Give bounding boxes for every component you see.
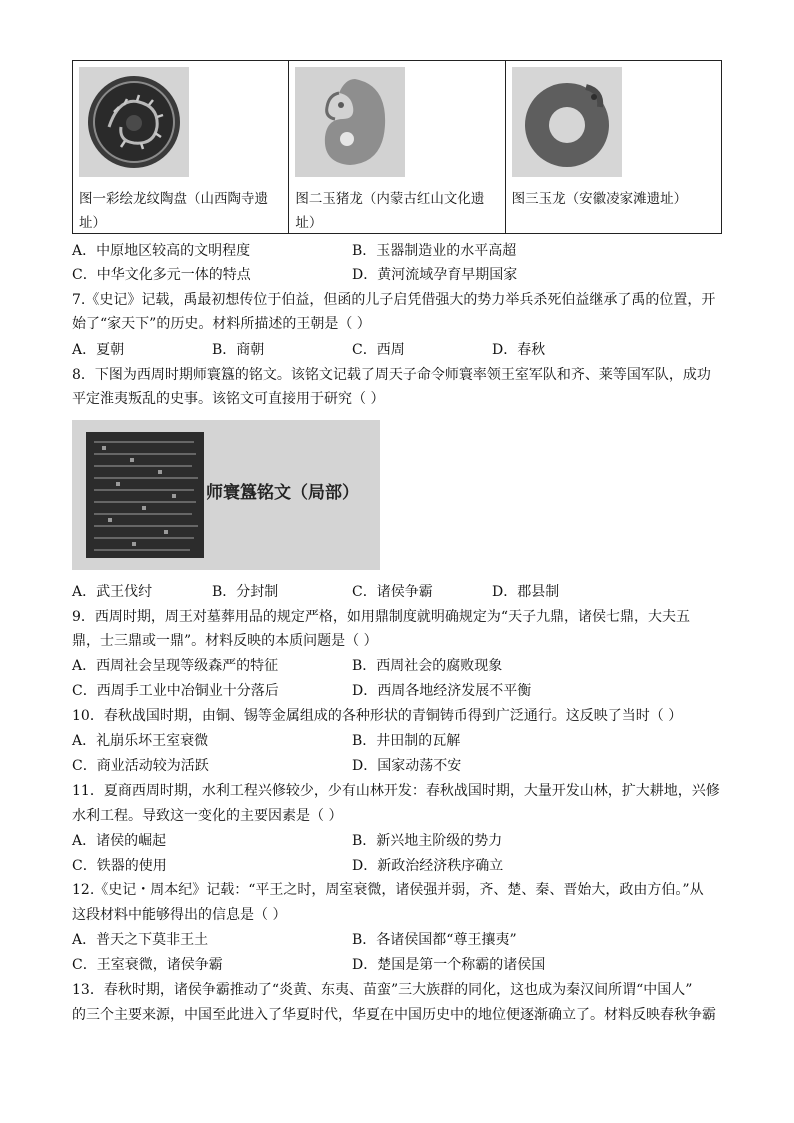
figure-caption-1: 图一彩绘龙纹陶盘（山西陶寺遗址） [79,191,268,231]
q11-stem-line-2: 水利工程。导致这一变化的主要因素是（ ） [72,808,343,824]
figure-cell-3 [505,61,721,234]
q11-option-c: C．铁器的使用 [72,858,167,874]
q10-option-c: C．商业活动较为活跃 [72,758,209,774]
q6-option-c: C．中华文化多元一体的特点 [72,267,251,283]
figure-table [72,60,722,234]
q12-option-d: D．楚国是第一个称霸的诸侯国 [352,957,546,973]
q10-option-b: B．井田制的瓦解 [352,733,461,749]
q7-option-b: B．商朝 [212,342,265,358]
q8-stem-line-1: 8．下图为西周时期师寰簋的铭文。该铭文记载了周天子命令师寰率领王室军队和齐、莱等国军队，成功 [72,367,711,383]
inscription-image [72,420,380,570]
figure-caption-3: 图三玉龙（安徽凌家滩遗址） [511,191,688,207]
q6-option-d: D．黄河流域孕育早期国家 [352,267,518,283]
q7-stem-line-2: 始了“家天下”的历史。材料所描述的王朝是（ ） [72,316,371,332]
q10-stem-line-1: 10．春秋战国时期，由铜、锡等金属组成的各种形状的青铜铸币得到广泛通行。这反映了当时（ ） [72,708,683,724]
figure-caption-2: 图二玉猪龙（内蒙古红山文化遗址） [295,191,485,231]
q9-option-a: A．西周社会呈现等级森严的特征 [72,658,279,674]
q12-option-a: A．普天之下莫非王土 [72,932,209,948]
q7-option-c: C．西周 [352,342,405,358]
painted-dragon-plate-image [79,67,189,177]
q7-option-a: A．夏朝 [72,342,125,358]
q12-option-b: B．各诸侯国都“尊王攘夷” [352,932,517,948]
jade-pig-dragon-image [295,67,405,177]
q10-option-d: D．国家动荡不安 [352,758,462,774]
q11-option-b: B．新兴地主阶级的势力 [352,833,503,849]
q6-option-a: A．中原地区较高的文明程度 [72,243,251,259]
q13-stem-line-2: 的三个主要来源，中国至此进入了华夏时代，华夏在中国历史中的地位便逐渐确立了。材料反映春秋争霸 [72,1007,716,1023]
q8-option-b: B．分封制 [212,584,279,600]
q11-stem-line-1: 11．夏商西周时期，水利工程兴修较少，少有山林开发：春秋战国时期，大量开发山林，扩大耕地，兴修 [72,783,720,799]
q8-option-d: D．郡县制 [492,584,560,600]
q7-option-d: D．春秋 [492,342,546,358]
q12-option-c: C．王室衰微，诸侯争霸 [72,957,223,973]
q9-option-b: B．西周社会的腐败现象 [352,658,503,674]
q9-option-c: C．西周手工业中冶铜业十分落后 [72,683,279,699]
q7-stem-line-1: 7.《史记》记载，禹最初想传位于伯益，但函的儿子启凭借强大的势力举兵杀死伯益继承了禹的位置，开 [72,292,716,308]
q9-option-d: D．西周各地经济发展不平衡 [352,683,532,699]
q10-option-a: A．礼崩乐坏王室衰微 [72,733,209,749]
inscription-label: 师寰簋铭文（局部） [206,483,359,503]
q12-stem-line-2: 这段材料中能够得出的信息是（ ） [72,907,287,923]
q12-stem-line-1: 12.《史记・周本纪》记载：“平王之时，周室衰微，诸侯强并弱，齐、楚、秦、晋始大，政由方伯。”从 [72,882,704,898]
figure-cell-2 [289,61,505,234]
q8-stem-line-2: 平定淮夷叛乱的史事。该铭文可直接用于研究（ ） [72,391,385,407]
q6-option-b: B．玉器制造业的水平高超 [352,243,517,259]
q11-option-a: A．诸侯的崛起 [72,833,167,849]
q13-stem-line-1: 13．春秋时期，诸侯争霸推动了“炎黄、东夷、苗蛮”三大族群的同化，这也成为秦汉间所谓“中国人” [72,982,693,998]
q8-option-a: A．武王伐纣 [72,584,153,600]
figure-cell-1 [73,61,289,234]
q9-stem-line-1: 9．西周时期，周王对墓葬用品的规定严格，如用鼎制度就明确规定为“天子九鼎，诸侯七鼎，大夫五 [72,609,691,625]
q9-stem-line-2: 鼎，士三鼎或一鼎”。材料反映的本质问题是（ ） [72,633,378,649]
q8-option-c: C．诸侯争霸 [352,584,433,600]
q11-option-d: D．新政治经济秩序确立 [352,858,504,874]
jade-dragon-image [512,67,622,177]
